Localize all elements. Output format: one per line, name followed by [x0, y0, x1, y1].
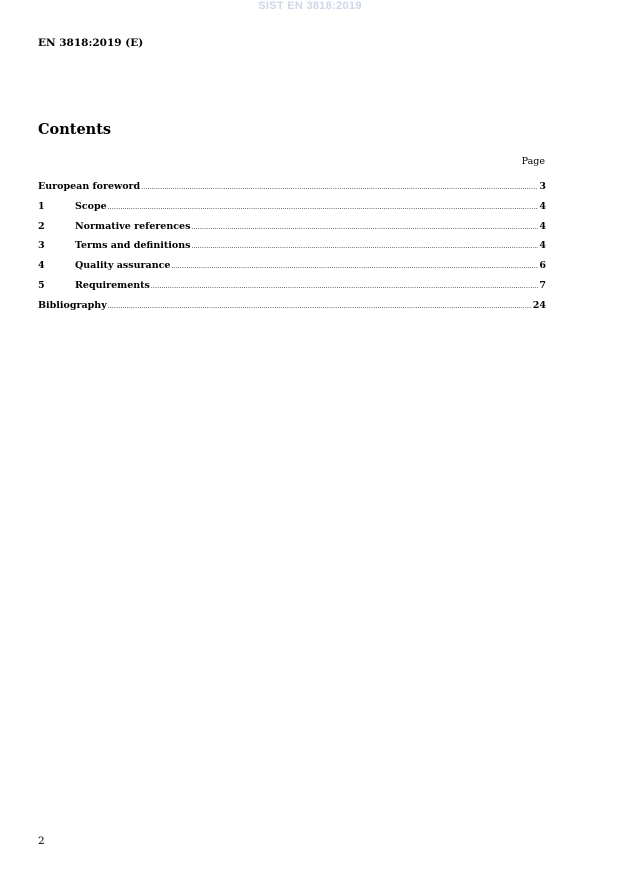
toc-dot-leader	[191, 224, 538, 231]
toc-entry-title: European foreword	[38, 181, 141, 192]
page-column-label: Page	[521, 156, 545, 167]
toc-entry-normative-references[interactable]	[38, 221, 546, 241]
contents-heading: Contents	[38, 121, 112, 138]
toc-entry-title: Normative references	[75, 220, 191, 232]
toc-entry-title: Quality assurance	[75, 260, 171, 272]
toc-entry-requirements[interactable]	[38, 280, 546, 300]
toc-entry-page: 4	[539, 200, 546, 212]
toc-entry-page: 7	[539, 279, 546, 291]
toc-dot-leader	[108, 204, 539, 211]
toc-dot-leader	[108, 303, 532, 310]
toc-dot-leader	[191, 243, 538, 250]
toc-entry-page: 24	[532, 299, 546, 311]
toc-entry-title: Scope	[75, 200, 107, 212]
toc-entry-terms-and-definitions[interactable]	[38, 240, 546, 260]
toc-dot-leader	[171, 263, 538, 270]
toc-entry-number: 2	[38, 220, 45, 232]
toc-entry-scope[interactable]	[38, 201, 546, 221]
toc-entry-number: 1	[38, 200, 45, 212]
toc-entry-page: 6	[539, 260, 546, 272]
toc-entry-page: 3	[539, 181, 546, 192]
table-of-contents	[38, 181, 546, 320]
toc-entry-quality-assurance[interactable]	[38, 260, 546, 280]
toc-entry-european-foreword[interactable]	[38, 181, 546, 201]
toc-dot-leader	[141, 184, 538, 191]
page-number: 2	[38, 835, 45, 847]
toc-entry-page: 4	[539, 240, 546, 252]
toc-entry-page: 4	[539, 220, 546, 232]
watermark: SIST EN 3818:2019	[258, 0, 362, 12]
toc-dot-leader	[151, 283, 538, 290]
toc-entry-number: 3	[38, 240, 45, 252]
toc-entry-number: 4	[38, 260, 45, 272]
toc-entry-number: 5	[38, 279, 45, 291]
toc-entry-title: Requirements	[75, 279, 150, 291]
toc-entry-title: Bibliography	[38, 299, 107, 311]
document-identifier: EN 3818:2019 (E)	[38, 37, 144, 49]
toc-entry-title: Terms and definitions	[75, 240, 191, 252]
toc-entry-bibliography[interactable]	[38, 300, 546, 320]
